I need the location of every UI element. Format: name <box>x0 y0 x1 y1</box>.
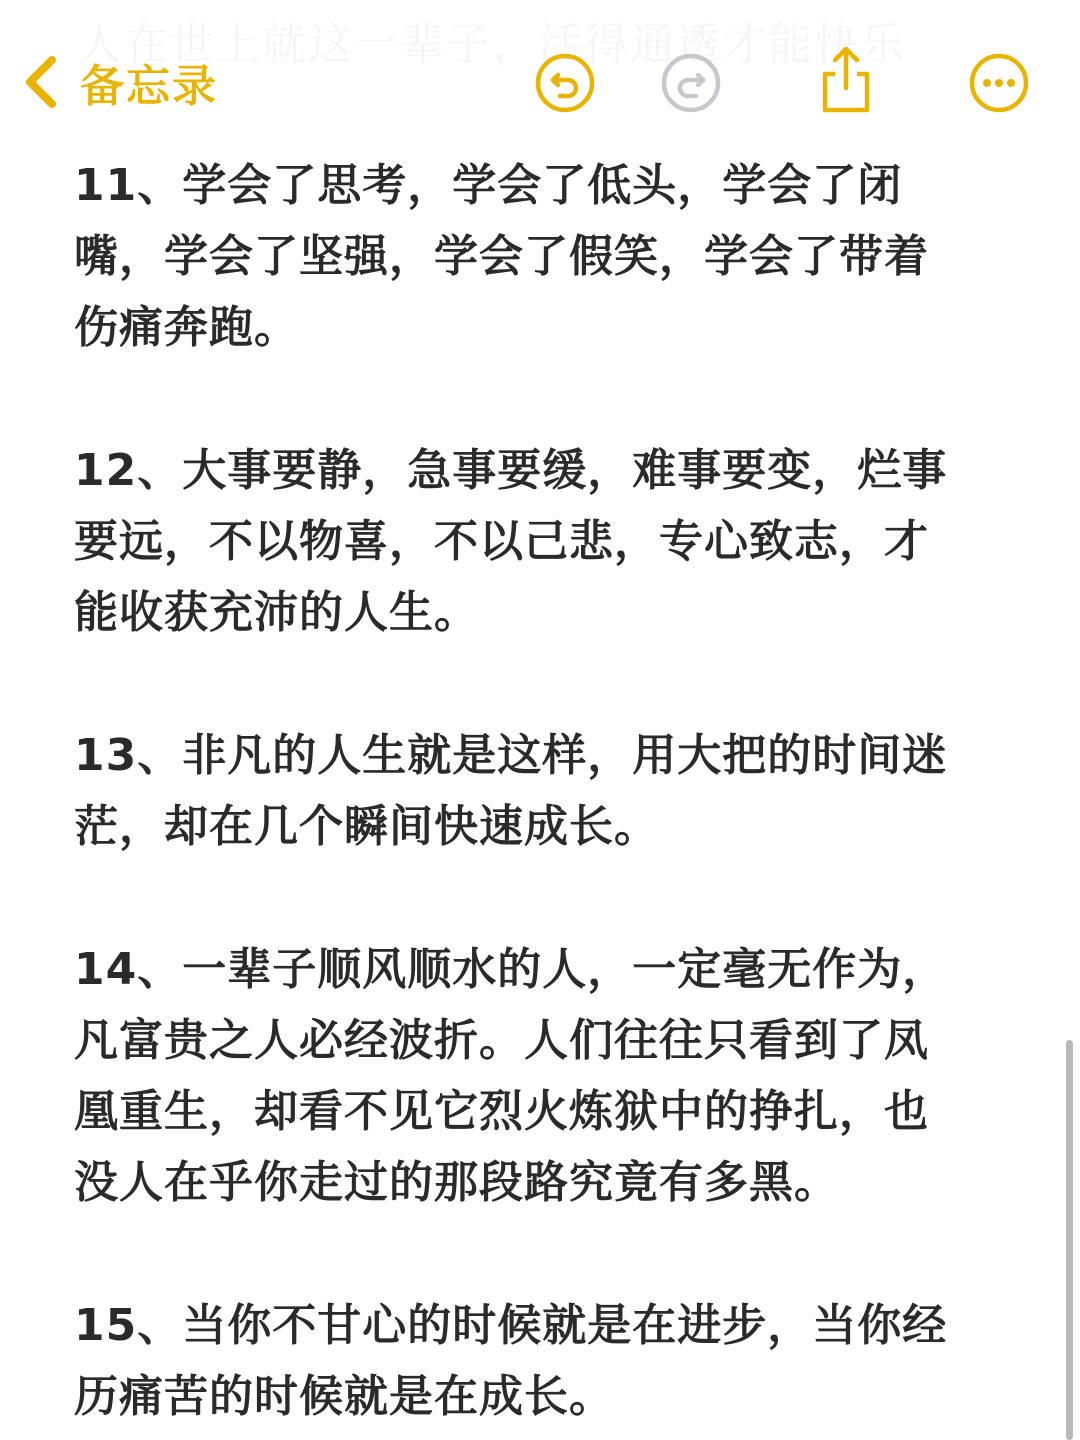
note-line: 能收获充沛的人生。 <box>74 587 479 638</box>
note-line: 凡富贵之人必经波折。人们往往只看到了凤 <box>74 1015 929 1066</box>
note-paragraph-15 <box>74 1290 986 1432</box>
note-line: 茫，却在几个瞬间快速成长。 <box>74 801 659 852</box>
scrollbar[interactable] <box>1066 1040 1073 1440</box>
more-button[interactable] <box>968 52 1030 114</box>
back-label: 备忘录 <box>80 61 218 112</box>
share-icon <box>816 44 876 114</box>
note-line: 15、当你不甘心的时候就是在进步，当你经 <box>74 1300 948 1351</box>
note-paragraph-11 <box>74 150 986 363</box>
note-line: 嘴，学会了坚强，学会了假笑，学会了带着 <box>74 231 929 282</box>
note-paragraph-13 <box>74 720 986 862</box>
note-line: 要远，不以物喜，不以己悲，专心致志，才 <box>74 516 929 567</box>
navigation-bar <box>0 40 1080 126</box>
back-button[interactable] <box>22 52 218 112</box>
note-line: 14、一辈子顺风顺水的人，一定毫无作为， <box>74 944 948 995</box>
note-line: 凰重生，却看不见它烈火炼狱中的挣扎，也 <box>74 1086 929 1137</box>
note-paragraph-12 <box>74 435 986 648</box>
note-paragraph-14 <box>74 934 986 1218</box>
note-line: 13、非凡的人生就是这样，用大把的时间迷 <box>74 730 948 781</box>
more-icon <box>968 52 1030 114</box>
redo-icon <box>660 52 722 114</box>
undo-icon <box>534 52 596 114</box>
redo-button[interactable] <box>660 52 722 114</box>
chevron-left-icon <box>22 54 62 110</box>
note-line: 没人在乎你走过的那段路究竟有多黑。 <box>74 1157 839 1208</box>
note-body[interactable] <box>74 150 986 1432</box>
note-line: 历痛苦的时候就是在成长。 <box>74 1371 614 1422</box>
note-line: 伤痛奔跑。 <box>74 302 299 353</box>
share-button[interactable] <box>816 44 876 114</box>
note-line: 12、大事要静，急事要缓，难事要变，烂事 <box>74 445 948 496</box>
note-line: 11、学会了思考，学会了低头，学会了闭 <box>74 160 903 211</box>
undo-button[interactable] <box>534 52 596 114</box>
